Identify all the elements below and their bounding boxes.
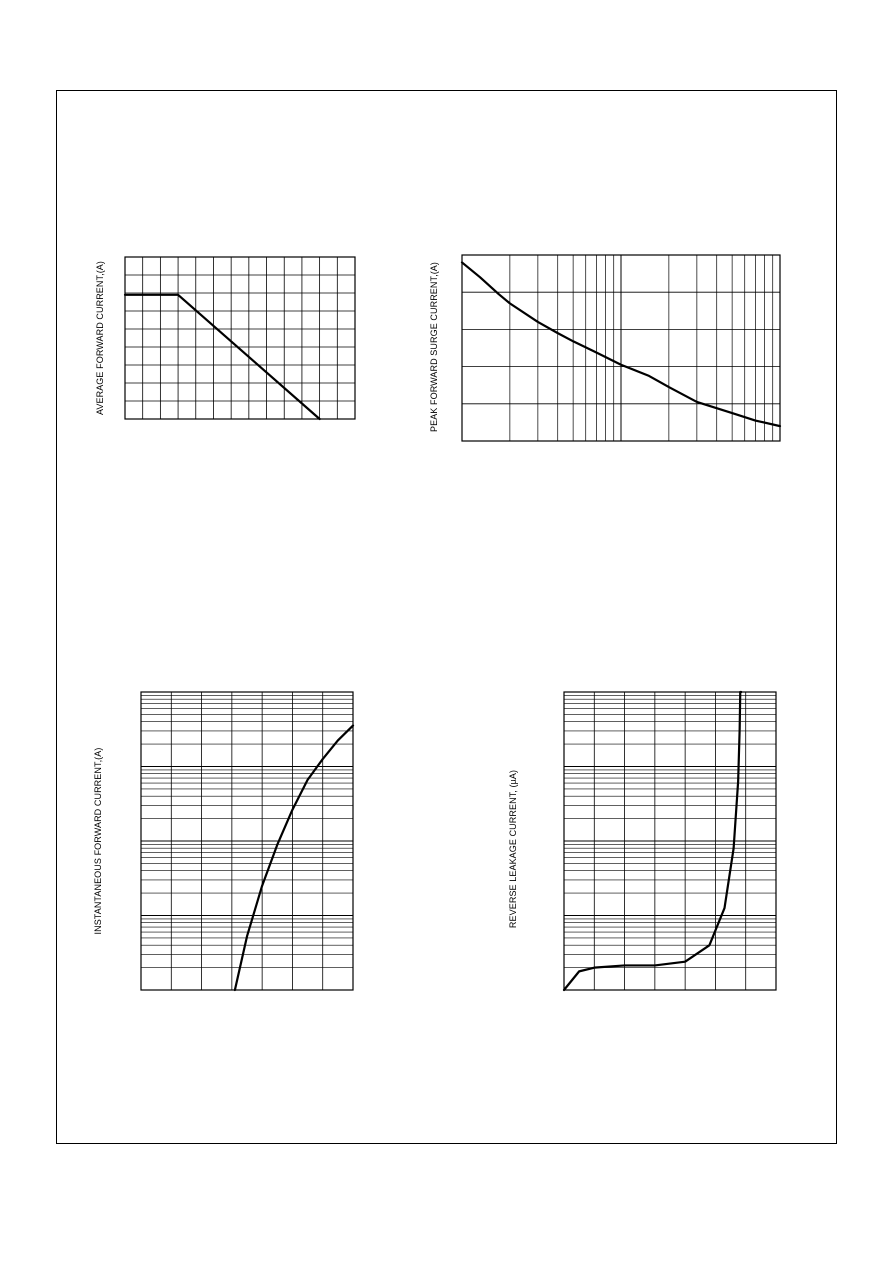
chart-leakage-ylabel: REVERSE LEAKAGE CURRENT, (µA) <box>508 769 518 929</box>
chart-forward-svg <box>141 692 353 990</box>
chart-derating-ylabel: AVERAGE FORWARD CURRENT,(A) <box>95 260 105 416</box>
series-line-0 <box>125 295 320 419</box>
chart-leakage <box>564 692 776 990</box>
chart-surge <box>462 255 780 441</box>
plot-frame <box>125 257 355 419</box>
chart-surge-svg <box>462 255 780 441</box>
chart-derating <box>125 257 355 419</box>
chart-surge-ylabel: PEAK FORWARD SURGE CURRENT,(A) <box>429 262 439 433</box>
chart-derating-svg <box>125 257 355 419</box>
chart-forward <box>141 692 353 990</box>
chart-forward-ylabel: INSTANTANEOUS FORWARD CURRENT,(A) <box>93 747 103 935</box>
chart-leakage-svg <box>564 692 776 990</box>
